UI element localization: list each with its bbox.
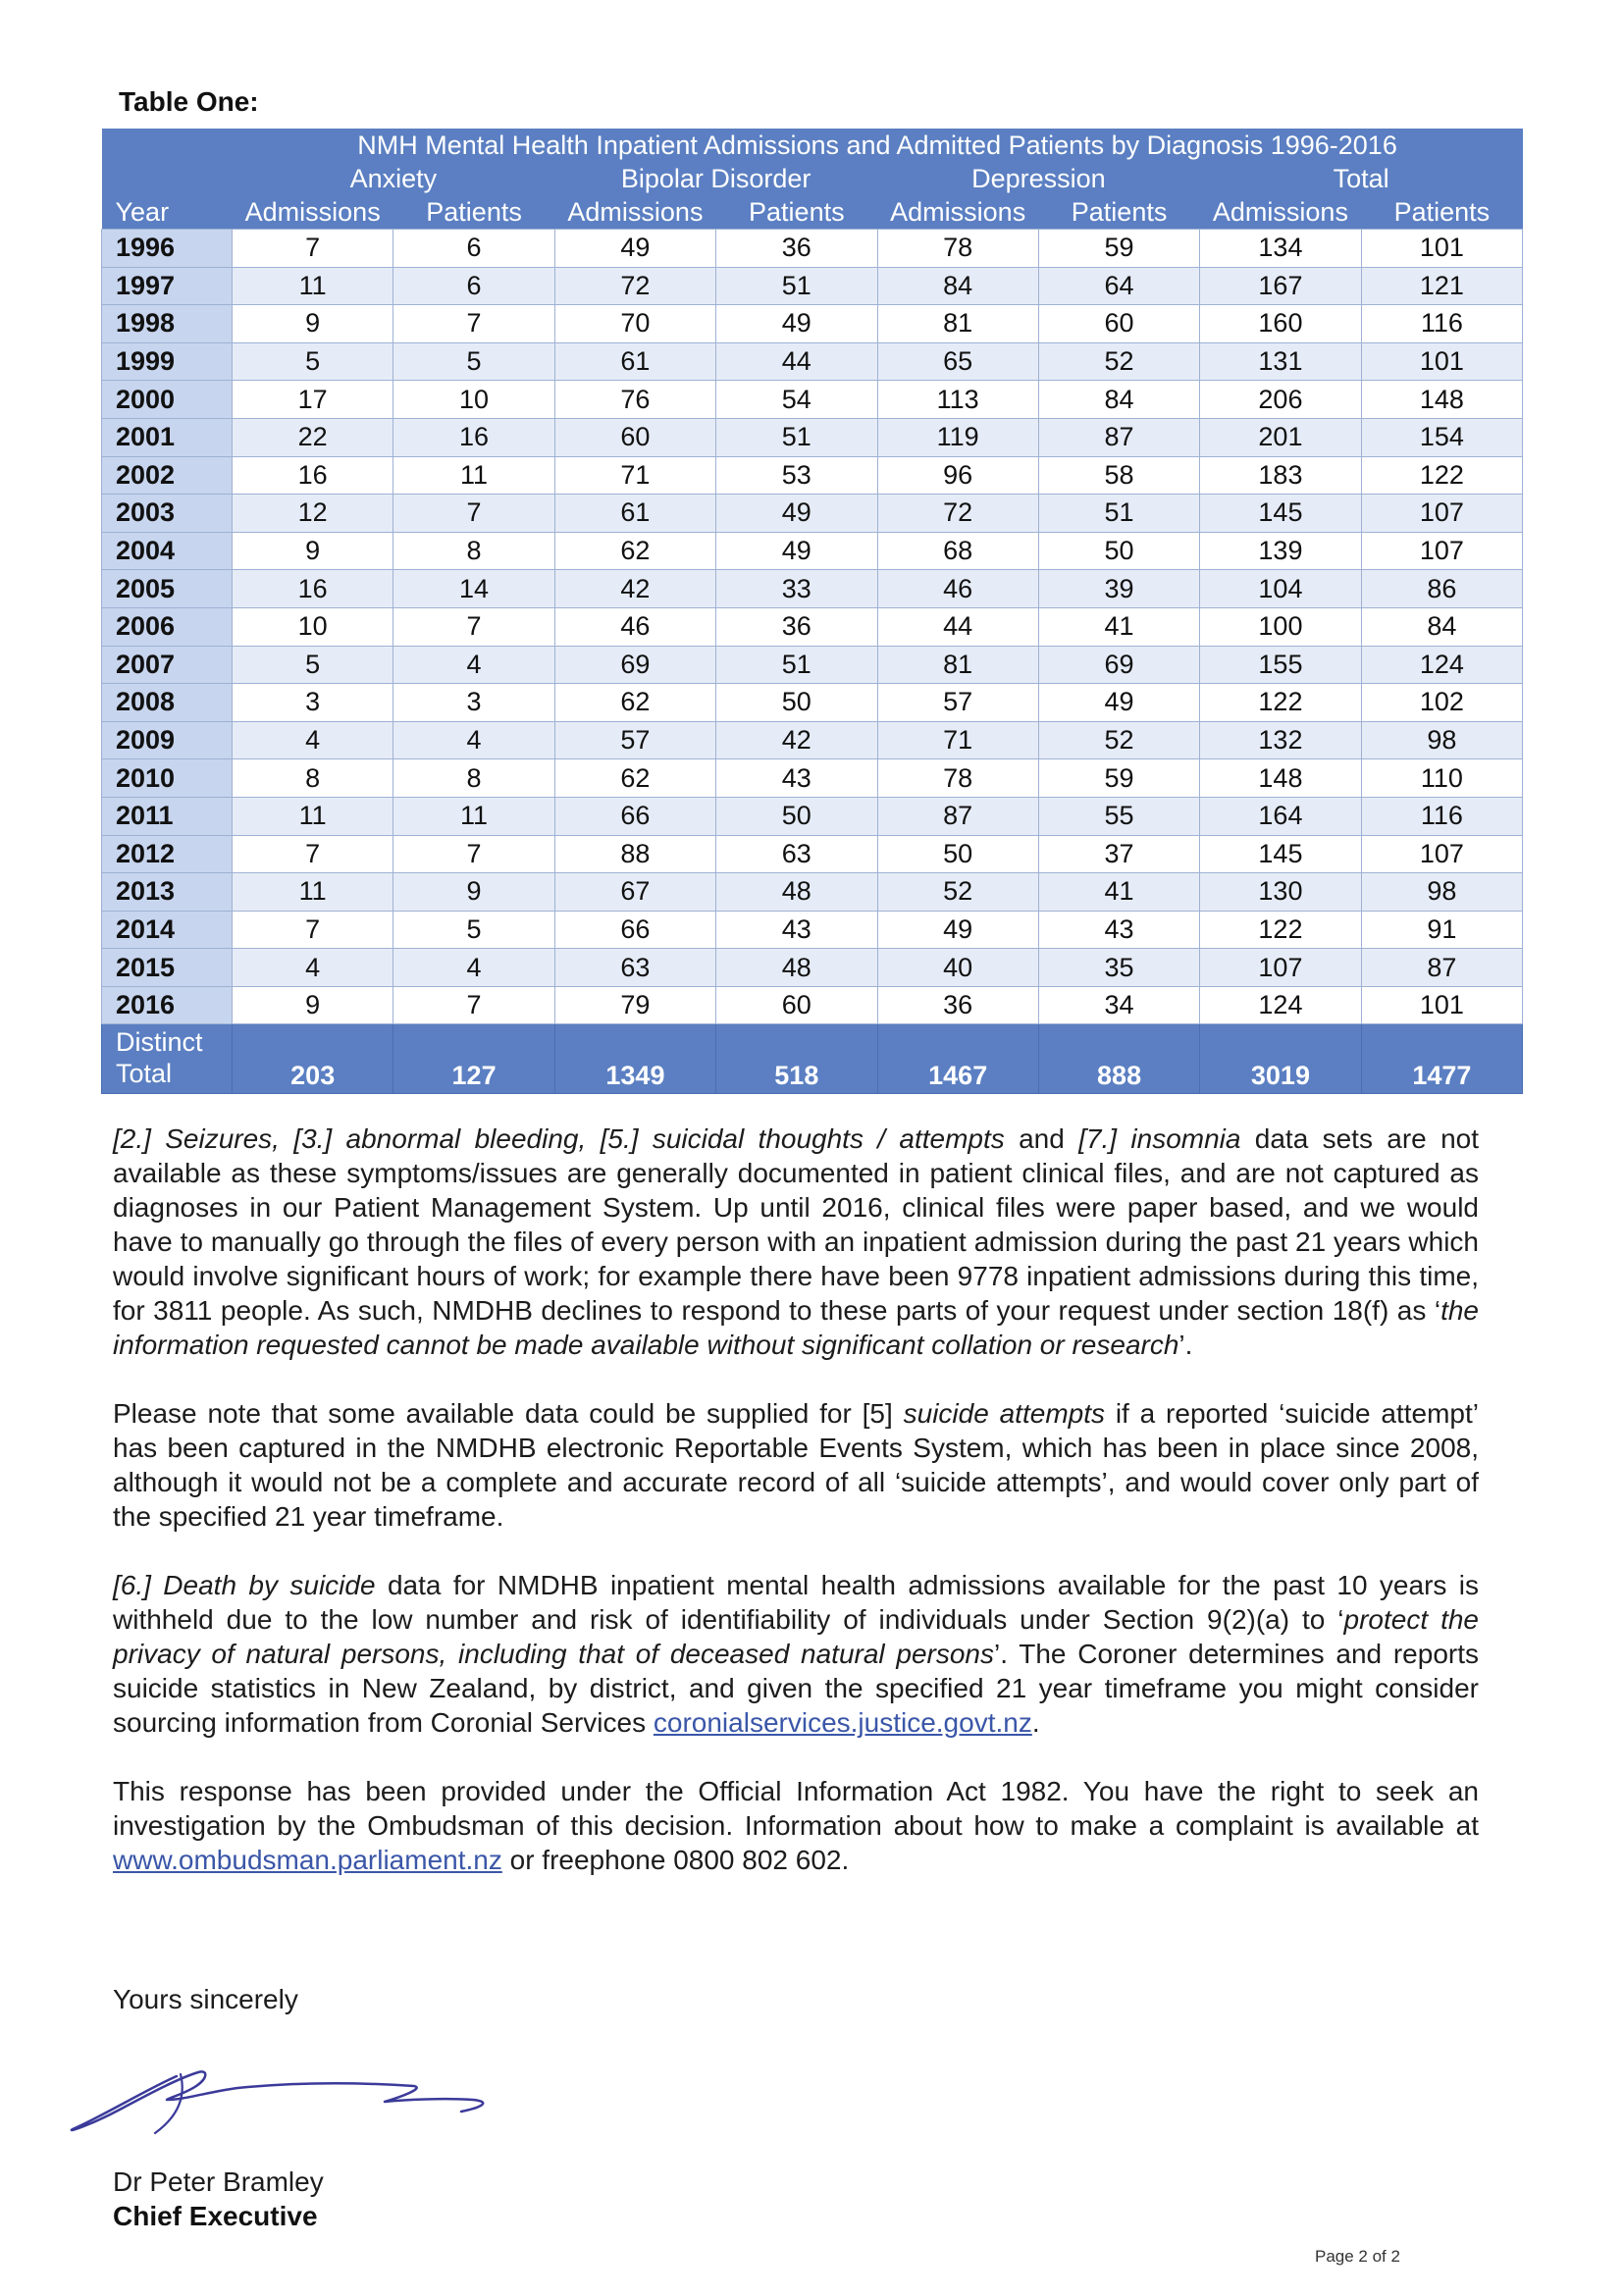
year-cell: 2001	[102, 418, 233, 456]
value-cell: 36	[877, 986, 1038, 1024]
value-cell: 4	[233, 949, 393, 987]
value-cell: 34	[1038, 986, 1199, 1024]
value-cell: 63	[716, 835, 877, 873]
year-cell: 2003	[102, 495, 233, 533]
value-cell: 52	[877, 873, 1038, 912]
value-cell: 55	[1038, 797, 1199, 835]
value-cell: 71	[877, 721, 1038, 759]
value-cell: 7	[233, 230, 393, 268]
value-cell: 3	[233, 684, 393, 722]
value-cell: 110	[1361, 759, 1522, 798]
year-cell: 2010	[102, 759, 233, 798]
value-cell: 62	[554, 532, 715, 570]
value-cell: 154	[1361, 418, 1522, 456]
year-cell: 2002	[102, 456, 233, 495]
value-cell: 16	[233, 570, 393, 608]
value-cell: 17	[233, 381, 393, 419]
column-header-patients: Patients	[393, 195, 554, 230]
value-cell: 113	[877, 381, 1038, 419]
year-cell: 2013	[102, 873, 233, 912]
value-cell: 101	[1361, 986, 1522, 1024]
value-cell: 7	[393, 495, 554, 533]
value-cell: 72	[554, 267, 715, 305]
value-cell: 60	[1038, 305, 1199, 343]
total-cell: 127	[393, 1024, 554, 1094]
total-cell: 1477	[1361, 1024, 1522, 1094]
value-cell: 7	[393, 607, 554, 646]
value-cell: 50	[716, 797, 877, 835]
value-cell: 58	[1038, 456, 1199, 495]
value-cell: 101	[1361, 230, 1522, 268]
value-cell: 72	[877, 495, 1038, 533]
value-cell: 60	[554, 418, 715, 456]
value-cell: 107	[1361, 495, 1522, 533]
value-cell: 11	[233, 797, 393, 835]
value-cell: 155	[1200, 646, 1361, 684]
value-cell: 6	[393, 267, 554, 305]
value-cell: 8	[233, 759, 393, 798]
value-cell: 62	[554, 684, 715, 722]
value-cell: 7	[393, 835, 554, 873]
value-cell: 4	[393, 646, 554, 684]
table-row	[102, 342, 1523, 381]
year-cell: 2014	[102, 911, 233, 949]
value-cell: 107	[1361, 532, 1522, 570]
value-cell: 104	[1200, 570, 1361, 608]
year-cell: 2016	[102, 986, 233, 1024]
value-cell: 43	[716, 759, 877, 798]
column-header-admissions: Admissions	[233, 195, 393, 230]
table-row	[102, 759, 1523, 798]
value-cell: 51	[716, 418, 877, 456]
value-cell: 9	[233, 532, 393, 570]
table-row	[102, 570, 1523, 608]
value-cell: 50	[1038, 532, 1199, 570]
value-cell: 76	[554, 381, 715, 419]
value-cell: 49	[554, 230, 715, 268]
value-cell: 69	[1038, 646, 1199, 684]
value-cell: 36	[716, 230, 877, 268]
value-cell: 4	[233, 721, 393, 759]
table-row	[102, 911, 1523, 949]
table-title: NMH Mental Health Inpatient Admissions and Admitted Patients by Diagnosis 1996-2016	[233, 129, 1523, 162]
value-cell: 43	[1038, 911, 1199, 949]
sign-off: Yours sincerely	[113, 1984, 298, 2014]
value-cell: 41	[1038, 607, 1199, 646]
table-row	[102, 456, 1523, 495]
value-cell: 42	[716, 721, 877, 759]
value-cell: 66	[554, 911, 715, 949]
value-cell: 66	[554, 797, 715, 835]
value-cell: 91	[1361, 911, 1522, 949]
group-header-total: Total	[1200, 162, 1523, 195]
value-cell: 54	[716, 381, 877, 419]
value-cell: 160	[1200, 305, 1361, 343]
value-cell: 206	[1200, 381, 1361, 419]
value-cell: 16	[393, 418, 554, 456]
value-cell: 139	[1200, 532, 1361, 570]
value-cell: 119	[877, 418, 1038, 456]
value-cell: 79	[554, 986, 715, 1024]
value-cell: 11	[233, 267, 393, 305]
value-cell: 167	[1200, 267, 1361, 305]
table-row	[102, 267, 1523, 305]
year-cell: 2015	[102, 949, 233, 987]
value-cell: 88	[554, 835, 715, 873]
value-cell: 35	[1038, 949, 1199, 987]
value-cell: 63	[554, 949, 715, 987]
column-header-year: Year	[102, 195, 233, 230]
table-row	[102, 684, 1523, 722]
value-cell: 98	[1361, 873, 1522, 912]
value-cell: 87	[1038, 418, 1199, 456]
value-cell: 51	[1038, 495, 1199, 533]
table-row	[102, 495, 1523, 533]
value-cell: 49	[716, 532, 877, 570]
column-header-patients: Patients	[1361, 195, 1522, 230]
value-cell: 39	[1038, 570, 1199, 608]
table-label: Table One:	[119, 86, 259, 117]
value-cell: 148	[1200, 759, 1361, 798]
value-cell: 4	[393, 721, 554, 759]
column-header-admissions: Admissions	[554, 195, 715, 230]
value-cell: 44	[877, 607, 1038, 646]
value-cell: 87	[877, 797, 1038, 835]
value-cell: 48	[716, 949, 877, 987]
value-cell: 86	[1361, 570, 1522, 608]
group-header-bipolar: Bipolar Disorder	[554, 162, 877, 195]
total-cell: 203	[233, 1024, 393, 1094]
value-cell: 201	[1200, 418, 1361, 456]
letter-body	[113, 1122, 1479, 1911]
value-cell: 98	[1361, 721, 1522, 759]
column-header-patients: Patients	[1038, 195, 1199, 230]
value-cell: 12	[233, 495, 393, 533]
value-cell: 50	[877, 835, 1038, 873]
value-cell: 122	[1200, 684, 1361, 722]
value-cell: 65	[877, 342, 1038, 381]
paragraph-death-by-suicide: [6.] Death by suicide data for NMDHB inpatient mental health admissions available for the past 10 years is withheld due to the low number and risk of identifiability of individuals under Section 9(2)(a) to ‘protect the privacy of natural persons, including that of deceased natural persons’. The Coroner determines and reports suicide statistics in New Zealand, by district, and given the specified 21 year timeframe you might consider sourcing information from Coronial Services coronialservices.justice.govt.nz.	[113, 1570, 1480, 1738]
value-cell: 101	[1361, 342, 1522, 381]
table-row	[102, 381, 1523, 419]
value-cell: 11	[393, 456, 554, 495]
value-cell: 8	[393, 759, 554, 798]
value-cell: 6	[393, 230, 554, 268]
value-cell: 5	[393, 911, 554, 949]
page-number: Page 2 of 2	[1315, 2247, 1400, 2266]
value-cell: 44	[716, 342, 877, 381]
handwritten-signature	[61, 2049, 542, 2157]
signer-name: Dr Peter Bramley	[113, 2166, 324, 2197]
value-cell: 49	[716, 305, 877, 343]
value-cell: 46	[877, 570, 1038, 608]
total-cell: 3019	[1200, 1024, 1361, 1094]
value-cell: 81	[877, 305, 1038, 343]
table-row	[102, 230, 1523, 268]
value-cell: 11	[233, 873, 393, 912]
coronial-services-link[interactable]: coronialservices.justice.govt.nz	[653, 1707, 1032, 1738]
table-row	[102, 418, 1523, 456]
total-cell: 888	[1038, 1024, 1199, 1094]
value-cell: 9	[233, 305, 393, 343]
value-cell: 59	[1038, 759, 1199, 798]
value-cell: 107	[1200, 949, 1361, 987]
table-row	[102, 835, 1523, 873]
value-cell: 122	[1361, 456, 1522, 495]
table-body	[102, 230, 1523, 1024]
year-cell: 2004	[102, 532, 233, 570]
value-cell: 50	[716, 684, 877, 722]
paragraph-suicide-attempts: Please note that some available data could be supplied for [5] suicide attempts if a reported ‘suicide attempt’ has been captured in the NMDHB electronic Reportable Events System, which has been in place since 2008, although it would not be a complete and accurate record of all ‘suicide attempts’, and would cover only part of the specified 21 year timeframe.	[113, 1398, 1479, 1532]
value-cell: 11	[393, 797, 554, 835]
value-cell: 134	[1200, 230, 1361, 268]
table-row	[102, 532, 1523, 570]
value-cell: 61	[554, 342, 715, 381]
value-cell: 183	[1200, 456, 1361, 495]
year-cell: 2000	[102, 381, 233, 419]
value-cell: 7	[393, 986, 554, 1024]
year-cell: 1996	[102, 230, 233, 268]
paragraph-oia-notice: This response has been provided under the Official Information Act 1982. You have the right to seek an investigation by the Ombudsman of this decision. Information about how to make a complaint is available at www.ombudsman.parliament.nz or freephone 0800 802 602.	[113, 1776, 1479, 1875]
year-cell: 2005	[102, 570, 233, 608]
total-cell: 518	[716, 1024, 877, 1094]
value-cell: 33	[716, 570, 877, 608]
value-cell: 61	[554, 495, 715, 533]
value-cell: 48	[716, 873, 877, 912]
year-cell: 1997	[102, 267, 233, 305]
admissions-table-container	[101, 129, 1522, 1094]
value-cell: 51	[716, 646, 877, 684]
value-cell: 49	[716, 495, 877, 533]
value-cell: 68	[877, 532, 1038, 570]
value-cell: 67	[554, 873, 715, 912]
value-cell: 52	[1038, 721, 1199, 759]
year-cell: 2009	[102, 721, 233, 759]
value-cell: 96	[877, 456, 1038, 495]
year-cell: 2007	[102, 646, 233, 684]
value-cell: 164	[1200, 797, 1361, 835]
table-row	[102, 646, 1523, 684]
value-cell: 52	[1038, 342, 1199, 381]
value-cell: 9	[233, 986, 393, 1024]
value-cell: 22	[233, 418, 393, 456]
value-cell: 5	[233, 646, 393, 684]
year-cell: 2008	[102, 684, 233, 722]
value-cell: 3	[393, 684, 554, 722]
value-cell: 49	[877, 911, 1038, 949]
column-header-admissions: Admissions	[877, 195, 1038, 230]
value-cell: 9	[393, 873, 554, 912]
value-cell: 43	[716, 911, 877, 949]
value-cell: 7	[393, 305, 554, 343]
value-cell: 5	[393, 342, 554, 381]
distinct-total-label: Distinct Total	[102, 1024, 233, 1094]
distinct-total-row	[102, 1024, 1523, 1094]
signer-title: Chief Executive	[113, 2201, 318, 2231]
column-header-patients: Patients	[716, 195, 877, 230]
value-cell: 102	[1361, 684, 1522, 722]
value-cell: 69	[554, 646, 715, 684]
value-cell: 84	[1038, 381, 1199, 419]
value-cell: 14	[393, 570, 554, 608]
value-cell: 148	[1361, 381, 1522, 419]
value-cell: 16	[233, 456, 393, 495]
table-row	[102, 949, 1523, 987]
year-cell: 1998	[102, 305, 233, 343]
total-cell: 1349	[554, 1024, 715, 1094]
ombudsman-link[interactable]: www.ombudsman.parliament.nz	[113, 1845, 502, 1875]
value-cell: 131	[1200, 342, 1361, 381]
value-cell: 78	[877, 759, 1038, 798]
value-cell: 70	[554, 305, 715, 343]
admissions-table	[101, 129, 1523, 1094]
total-cell: 1467	[877, 1024, 1038, 1094]
value-cell: 42	[554, 570, 715, 608]
value-cell: 59	[1038, 230, 1199, 268]
value-cell: 49	[1038, 684, 1199, 722]
value-cell: 40	[877, 949, 1038, 987]
value-cell: 10	[233, 607, 393, 646]
value-cell: 145	[1200, 495, 1361, 533]
value-cell: 121	[1361, 267, 1522, 305]
table-row	[102, 607, 1523, 646]
value-cell: 60	[716, 986, 877, 1024]
value-cell: 10	[393, 381, 554, 419]
year-cell: 2012	[102, 835, 233, 873]
group-header-anxiety: Anxiety	[233, 162, 555, 195]
value-cell: 51	[716, 267, 877, 305]
value-cell: 46	[554, 607, 715, 646]
value-cell: 78	[877, 230, 1038, 268]
value-cell: 5	[233, 342, 393, 381]
table-row	[102, 305, 1523, 343]
column-header-admissions: Admissions	[1200, 195, 1361, 230]
value-cell: 8	[393, 532, 554, 570]
year-cell: 1999	[102, 342, 233, 381]
value-cell: 116	[1361, 305, 1522, 343]
value-cell: 7	[233, 911, 393, 949]
value-cell: 57	[877, 684, 1038, 722]
value-cell: 122	[1200, 911, 1361, 949]
value-cell: 4	[393, 949, 554, 987]
paragraph-unavailable-data: [2.] Seizures, [3.] abnormal bleeding, [5.] suicidal thoughts / attempts and [7.] insomnia data sets are not available as these symptoms/issues are generally documented in patient clinical files, and are not captured as diagnoses in our Patient Management System. Up until 2016, clinical files were paper based, and we would have to manually go through the files of every person with an inpatient admission during the past 21 years which would involve significant hours of work; for example there have been 9778 inpatient admissions during this time, for 3811 people. As such, NMDHB declines to respond to these parts of your request under section 18(f) as ‘the information requested cannot be made available without significant collation or research’.	[113, 1123, 1480, 1360]
value-cell: 145	[1200, 835, 1361, 873]
value-cell: 53	[716, 456, 877, 495]
table-row	[102, 986, 1523, 1024]
value-cell: 64	[1038, 267, 1199, 305]
value-cell: 71	[554, 456, 715, 495]
value-cell: 100	[1200, 607, 1361, 646]
value-cell: 7	[233, 835, 393, 873]
value-cell: 81	[877, 646, 1038, 684]
value-cell: 130	[1200, 873, 1361, 912]
value-cell: 124	[1200, 986, 1361, 1024]
value-cell: 41	[1038, 873, 1199, 912]
value-cell: 116	[1361, 797, 1522, 835]
table-row	[102, 873, 1523, 912]
year-cell: 2006	[102, 607, 233, 646]
value-cell: 87	[1361, 949, 1522, 987]
group-header-depression: Depression	[877, 162, 1200, 195]
value-cell: 37	[1038, 835, 1199, 873]
year-cell: 2011	[102, 797, 233, 835]
value-cell: 132	[1200, 721, 1361, 759]
value-cell: 84	[877, 267, 1038, 305]
value-cell: 36	[716, 607, 877, 646]
value-cell: 124	[1361, 646, 1522, 684]
table-row	[102, 721, 1523, 759]
value-cell: 84	[1361, 607, 1522, 646]
value-cell: 62	[554, 759, 715, 798]
value-cell: 57	[554, 721, 715, 759]
value-cell: 107	[1361, 835, 1522, 873]
table-row	[102, 797, 1523, 835]
